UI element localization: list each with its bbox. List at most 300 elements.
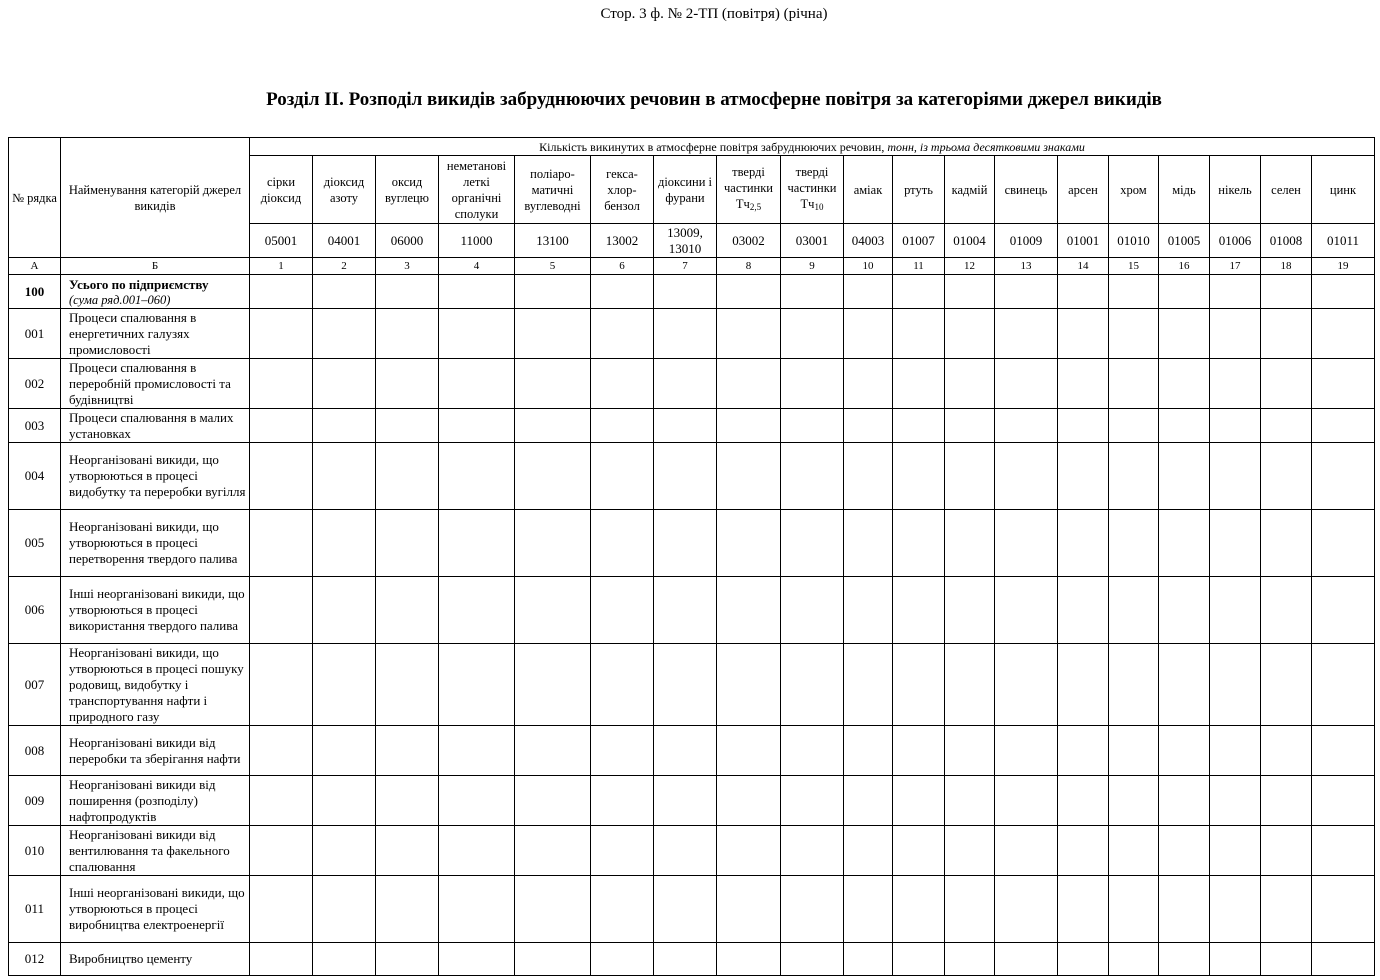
data-entry-cell[interactable] [515,409,591,443]
data-entry-cell[interactable] [893,275,945,309]
data-entry-cell[interactable] [654,876,717,943]
data-entry-cell[interactable] [313,776,376,826]
table-row [9,443,1375,510]
data-entry-cell[interactable] [945,644,995,726]
data-entry-cell[interactable] [945,726,995,776]
data-entry-cell[interactable] [1261,644,1312,726]
data-entry-cell[interactable] [654,409,717,443]
data-entry-cell[interactable] [893,359,945,409]
data-entry-cell[interactable] [1210,644,1261,726]
data-entry-cell[interactable] [439,409,515,443]
data-entry-cell[interactable] [250,443,313,510]
data-entry-cell[interactable] [781,359,844,409]
data-entry-cell[interactable] [591,309,654,359]
data-entry-cell[interactable] [781,443,844,510]
data-entry-cell[interactable] [1210,443,1261,510]
data-entry-cell[interactable] [1210,309,1261,359]
data-entry-cell[interactable] [515,776,591,826]
column-header-subscript: 10 [814,202,824,212]
data-entry-cell[interactable] [1058,876,1109,943]
data-entry-cell[interactable] [1058,943,1109,976]
data-entry-cell[interactable] [376,309,439,359]
data-entry-cell[interactable] [1261,275,1312,309]
data-entry-cell[interactable] [313,443,376,510]
data-entry-cell[interactable] [376,644,439,726]
data-entry-cell[interactable] [844,826,893,876]
data-entry-cell[interactable] [591,577,654,644]
data-entry-cell[interactable] [995,443,1058,510]
column-index: 11 [893,258,945,275]
data-entry-cell[interactable] [1058,726,1109,776]
data-entry-cell[interactable] [1159,443,1210,510]
data-entry-cell[interactable] [781,826,844,876]
data-entry-cell[interactable] [1058,826,1109,876]
data-entry-cell[interactable] [781,409,844,443]
data-entry-cell[interactable] [591,876,654,943]
column-header-name [717,156,781,224]
data-entry-cell[interactable] [1109,876,1159,943]
data-entry-cell[interactable] [654,359,717,409]
data-entry-cell[interactable] [654,726,717,776]
data-entry-cell[interactable] [1109,275,1159,309]
data-entry-cell[interactable] [1210,876,1261,943]
data-entry-cell[interactable] [1058,776,1109,826]
data-entry-cell[interactable] [376,510,439,577]
data-entry-cell[interactable] [995,826,1058,876]
data-entry-cell[interactable] [1058,309,1109,359]
data-entry-cell[interactable] [591,644,654,726]
data-entry-cell[interactable] [313,510,376,577]
data-entry-cell[interactable] [717,409,781,443]
data-entry-cell[interactable] [1159,309,1210,359]
data-entry-cell[interactable] [515,577,591,644]
column-code: 13002 [591,224,654,258]
data-entry-cell[interactable] [1210,726,1261,776]
data-entry-cell[interactable] [995,726,1058,776]
data-entry-cell[interactable] [844,359,893,409]
data-entry-cell[interactable] [1261,726,1312,776]
data-entry-cell[interactable] [1109,577,1159,644]
data-entry-cell[interactable] [1261,577,1312,644]
data-entry-cell[interactable] [1109,826,1159,876]
data-entry-cell[interactable] [1210,510,1261,577]
column-header-name [1261,156,1312,224]
data-entry-cell[interactable] [376,275,439,309]
data-entry-cell[interactable] [376,443,439,510]
data-entry-cell[interactable] [1210,577,1261,644]
data-entry-cell[interactable] [893,726,945,776]
column-code: 01008 [1261,224,1312,258]
data-entry-cell[interactable] [1159,943,1210,976]
data-entry-cell[interactable] [1058,275,1109,309]
data-entry-cell[interactable] [1210,359,1261,409]
data-entry-cell[interactable] [591,275,654,309]
data-entry-cell[interactable] [250,943,313,976]
column-header-name-text: свинець [1004,182,1048,197]
data-entry-cell[interactable] [1159,776,1210,826]
column-code: 01010 [1109,224,1159,258]
data-entry-cell[interactable] [313,275,376,309]
data-entry-cell[interactable] [1210,826,1261,876]
column-code: 04003 [844,224,893,258]
data-entry-cell[interactable] [1312,359,1375,409]
data-entry-cell[interactable] [893,876,945,943]
data-entry-cell[interactable] [515,826,591,876]
data-entry-cell[interactable] [1109,644,1159,726]
data-entry-cell[interactable] [1312,309,1375,359]
data-entry-cell[interactable] [1058,409,1109,443]
data-entry-cell[interactable] [1210,275,1261,309]
row-number: 001 [9,309,61,359]
data-entry-cell[interactable] [717,359,781,409]
data-entry-cell[interactable] [995,409,1058,443]
data-entry-cell[interactable] [313,726,376,776]
data-entry-cell[interactable] [893,409,945,443]
data-entry-cell[interactable] [439,577,515,644]
data-entry-cell[interactable] [1109,776,1159,826]
data-entry-cell[interactable] [515,876,591,943]
data-entry-cell[interactable] [439,309,515,359]
data-entry-cell[interactable] [781,876,844,943]
data-entry-cell[interactable] [439,826,515,876]
column-index: 4 [439,258,515,275]
data-entry-cell[interactable] [313,577,376,644]
data-entry-cell[interactable] [893,943,945,976]
data-entry-cell[interactable] [1159,726,1210,776]
data-entry-cell[interactable] [893,644,945,726]
column-index: 1 [250,258,313,275]
table-row [9,943,1375,976]
data-entry-cell[interactable] [1109,359,1159,409]
data-entry-cell[interactable] [717,443,781,510]
data-entry-cell[interactable] [1159,409,1210,443]
data-entry-cell[interactable] [1261,876,1312,943]
data-entry-cell[interactable] [591,443,654,510]
data-entry-cell[interactable] [376,577,439,644]
data-entry-cell[interactable] [654,443,717,510]
data-entry-cell[interactable] [439,359,515,409]
table-row [9,409,1375,443]
data-entry-cell[interactable] [313,644,376,726]
data-entry-cell[interactable] [1312,726,1375,776]
data-entry-cell[interactable] [313,309,376,359]
column-code: 13009, 13010 [654,224,717,258]
data-entry-cell[interactable] [654,826,717,876]
category-header-label: Найменування категорій джерел викидів [68,182,242,213]
data-entry-cell[interactable] [439,644,515,726]
data-entry-cell[interactable] [654,577,717,644]
quantity-header [250,138,1375,156]
data-entry-cell[interactable] [654,644,717,726]
data-entry-cell[interactable] [717,644,781,726]
data-entry-cell[interactable] [995,275,1058,309]
data-entry-cell[interactable] [1058,644,1109,726]
data-entry-cell[interactable] [1159,644,1210,726]
data-entry-cell[interactable] [844,275,893,309]
data-entry-cell[interactable] [654,275,717,309]
data-entry-cell[interactable] [439,275,515,309]
row-category-name: Неорганізовані викиди, що утворюються в процесі пошуку родовищ, видобутку і транспортування нафти і природного газу [61,644,250,726]
column-header-name [515,156,591,224]
data-entry-cell[interactable] [313,876,376,943]
column-header-subscript: 2,5 [749,202,762,212]
data-entry-cell[interactable] [515,644,591,726]
column-code: 06000 [376,224,439,258]
data-entry-cell[interactable] [250,275,313,309]
data-entry-cell[interactable] [945,409,995,443]
table-row [9,359,1375,409]
data-entry-cell[interactable] [591,826,654,876]
data-entry-cell[interactable] [376,726,439,776]
data-entry-cell[interactable] [844,876,893,943]
data-entry-cell[interactable] [995,359,1058,409]
data-entry-cell[interactable] [945,309,995,359]
data-entry-cell[interactable] [250,359,313,409]
data-entry-cell[interactable] [376,776,439,826]
data-entry-cell[interactable] [1312,577,1375,644]
data-entry-cell[interactable] [1058,510,1109,577]
data-entry-cell[interactable] [376,826,439,876]
data-entry-cell[interactable] [1312,826,1375,876]
data-entry-cell[interactable] [654,309,717,359]
data-entry-cell[interactable] [376,876,439,943]
data-entry-cell[interactable] [844,510,893,577]
data-entry-cell[interactable] [1109,309,1159,359]
data-entry-cell[interactable] [1109,726,1159,776]
data-entry-cell[interactable] [591,726,654,776]
data-entry-cell[interactable] [893,826,945,876]
row-number: 004 [9,443,61,510]
data-entry-cell[interactable] [1159,826,1210,876]
data-entry-cell[interactable] [439,943,515,976]
column-header-name [844,156,893,224]
table-row [9,577,1375,644]
data-entry-cell[interactable] [781,577,844,644]
data-entry-cell[interactable] [250,309,313,359]
data-entry-cell[interactable] [515,443,591,510]
data-entry-cell[interactable] [591,510,654,577]
data-entry-cell[interactable] [995,309,1058,359]
table-row [9,644,1375,726]
data-entry-cell[interactable] [1261,409,1312,443]
data-entry-cell[interactable] [893,309,945,359]
quantity-header-label: Кількість викинутих в атмосферне повітря забруднюючих речовин, [539,139,885,154]
data-entry-cell[interactable] [1159,510,1210,577]
data-entry-cell[interactable] [844,776,893,826]
row-category-name: Неорганізовані викиди від вентилювання та факельного спалювання [61,826,250,876]
data-entry-cell[interactable] [250,510,313,577]
column-header-name-text: діоксини і фурани [657,174,713,205]
data-entry-cell[interactable] [1058,359,1109,409]
data-entry-cell[interactable] [717,510,781,577]
data-entry-cell[interactable] [313,359,376,409]
data-entry-cell[interactable] [515,510,591,577]
data-entry-cell[interactable] [781,644,844,726]
data-entry-cell[interactable] [781,510,844,577]
page-header: Стор. 3 ф. № 2-ТП (повітря) (річна) [600,6,828,22]
data-entry-cell[interactable] [515,359,591,409]
column-header-name-text: хром [1120,182,1147,197]
column-header-name [893,156,945,224]
data-entry-cell[interactable] [945,776,995,826]
data-entry-cell[interactable] [995,776,1058,826]
data-entry-cell[interactable] [844,726,893,776]
data-entry-cell[interactable] [313,826,376,876]
data-entry-cell[interactable] [1261,443,1312,510]
data-entry-cell[interactable] [1261,943,1312,976]
data-entry-cell[interactable] [995,510,1058,577]
data-entry-cell[interactable] [844,943,893,976]
data-entry-cell[interactable] [1109,409,1159,443]
data-entry-cell[interactable] [515,943,591,976]
category-header [61,138,250,258]
column-header-name-text: нікель [1218,182,1252,197]
data-entry-cell[interactable] [515,726,591,776]
data-entry-cell[interactable] [844,577,893,644]
data-entry-cell[interactable] [313,409,376,443]
data-entry-cell[interactable] [313,943,376,976]
data-entry-cell[interactable] [439,876,515,943]
data-entry-cell[interactable] [1159,275,1210,309]
data-entry-cell[interactable] [250,876,313,943]
data-entry-cell[interactable] [717,943,781,976]
data-entry-cell[interactable] [945,359,995,409]
data-entry-cell[interactable] [591,943,654,976]
data-entry-cell[interactable] [654,510,717,577]
data-entry-cell[interactable] [515,275,591,309]
data-entry-cell[interactable] [1109,943,1159,976]
data-entry-cell[interactable] [1312,510,1375,577]
data-entry-cell[interactable] [893,510,945,577]
data-entry-cell[interactable] [717,577,781,644]
column-header-name [376,156,439,224]
data-entry-cell[interactable] [844,443,893,510]
column-index: 3 [376,258,439,275]
data-entry-cell[interactable] [717,776,781,826]
data-entry-cell[interactable] [1312,943,1375,976]
data-entry-cell[interactable] [844,644,893,726]
row-category-name [61,275,250,309]
column-header-name [250,156,313,224]
data-entry-cell[interactable] [1159,359,1210,409]
data-entry-cell[interactable] [439,443,515,510]
data-entry-cell[interactable] [1210,409,1261,443]
row-category-name: Процеси спалювання в малих установках [61,409,250,443]
data-entry-cell[interactable] [844,409,893,443]
data-entry-cell[interactable] [1109,510,1159,577]
column-index: 8 [717,258,781,275]
data-entry-cell[interactable] [893,776,945,826]
data-entry-cell[interactable] [717,726,781,776]
row-number: 006 [9,577,61,644]
data-entry-cell[interactable] [591,776,654,826]
data-entry-cell[interactable] [250,826,313,876]
column-header-name [1210,156,1261,224]
data-entry-cell[interactable] [439,510,515,577]
data-entry-cell[interactable] [1159,876,1210,943]
row-number: 010 [9,826,61,876]
column-code: 13100 [515,224,591,258]
row-category-name: Неорганізовані викиди, що утворюються в процесі видобутку та переробки вугілля [61,443,250,510]
data-entry-cell[interactable] [1312,443,1375,510]
data-entry-cell[interactable] [439,776,515,826]
data-entry-cell[interactable] [717,275,781,309]
data-entry-cell[interactable] [439,726,515,776]
data-entry-cell[interactable] [654,776,717,826]
data-entry-cell[interactable] [893,577,945,644]
data-entry-cell[interactable] [945,943,995,976]
data-entry-cell[interactable] [250,776,313,826]
data-entry-cell[interactable] [1109,443,1159,510]
data-entry-cell[interactable] [1261,510,1312,577]
data-entry-cell[interactable] [945,275,995,309]
data-entry-cell[interactable] [1058,443,1109,510]
data-entry-cell[interactable] [1058,577,1109,644]
data-entry-cell[interactable] [376,359,439,409]
data-entry-cell[interactable] [591,409,654,443]
data-entry-cell[interactable] [250,409,313,443]
data-entry-cell[interactable] [995,943,1058,976]
data-entry-cell[interactable] [995,644,1058,726]
column-header-name-text: арсен [1068,182,1098,197]
data-entry-cell[interactable] [717,876,781,943]
data-entry-cell[interactable] [781,776,844,826]
row-number: 002 [9,359,61,409]
data-entry-cell[interactable] [945,876,995,943]
data-entry-cell[interactable] [945,443,995,510]
data-entry-cell[interactable] [376,943,439,976]
data-entry-cell[interactable] [781,726,844,776]
data-entry-cell[interactable] [515,309,591,359]
table-row [9,726,1375,776]
data-entry-cell[interactable] [781,275,844,309]
data-entry-cell[interactable] [781,943,844,976]
column-index: 15 [1109,258,1159,275]
data-entry-cell[interactable] [945,510,995,577]
data-entry-cell[interactable] [1261,826,1312,876]
data-entry-cell[interactable] [250,726,313,776]
data-entry-cell[interactable] [1261,776,1312,826]
data-entry-cell[interactable] [995,876,1058,943]
data-entry-cell[interactable] [654,943,717,976]
data-entry-cell[interactable] [945,826,995,876]
data-entry-cell[interactable] [250,644,313,726]
data-entry-cell[interactable] [1210,943,1261,976]
data-entry-cell[interactable] [1261,359,1312,409]
data-entry-cell[interactable] [893,443,945,510]
data-entry-cell[interactable] [591,359,654,409]
data-entry-cell[interactable] [250,577,313,644]
data-entry-cell[interactable] [995,577,1058,644]
data-entry-cell[interactable] [1312,275,1375,309]
data-entry-cell[interactable] [717,309,781,359]
data-entry-cell[interactable] [1210,776,1261,826]
data-entry-cell[interactable] [844,309,893,359]
data-entry-cell[interactable] [1312,776,1375,826]
data-entry-cell[interactable] [376,409,439,443]
column-index: 18 [1261,258,1312,275]
row-number-header [9,138,61,258]
data-entry-cell[interactable] [781,309,844,359]
data-entry-cell[interactable] [717,826,781,876]
data-entry-cell[interactable] [1159,577,1210,644]
data-entry-cell[interactable] [1312,644,1375,726]
data-entry-cell[interactable] [1261,309,1312,359]
data-entry-cell[interactable] [1312,409,1375,443]
data-entry-cell[interactable] [1312,876,1375,943]
data-entry-cell[interactable] [945,577,995,644]
row-number: 100 [9,275,61,309]
